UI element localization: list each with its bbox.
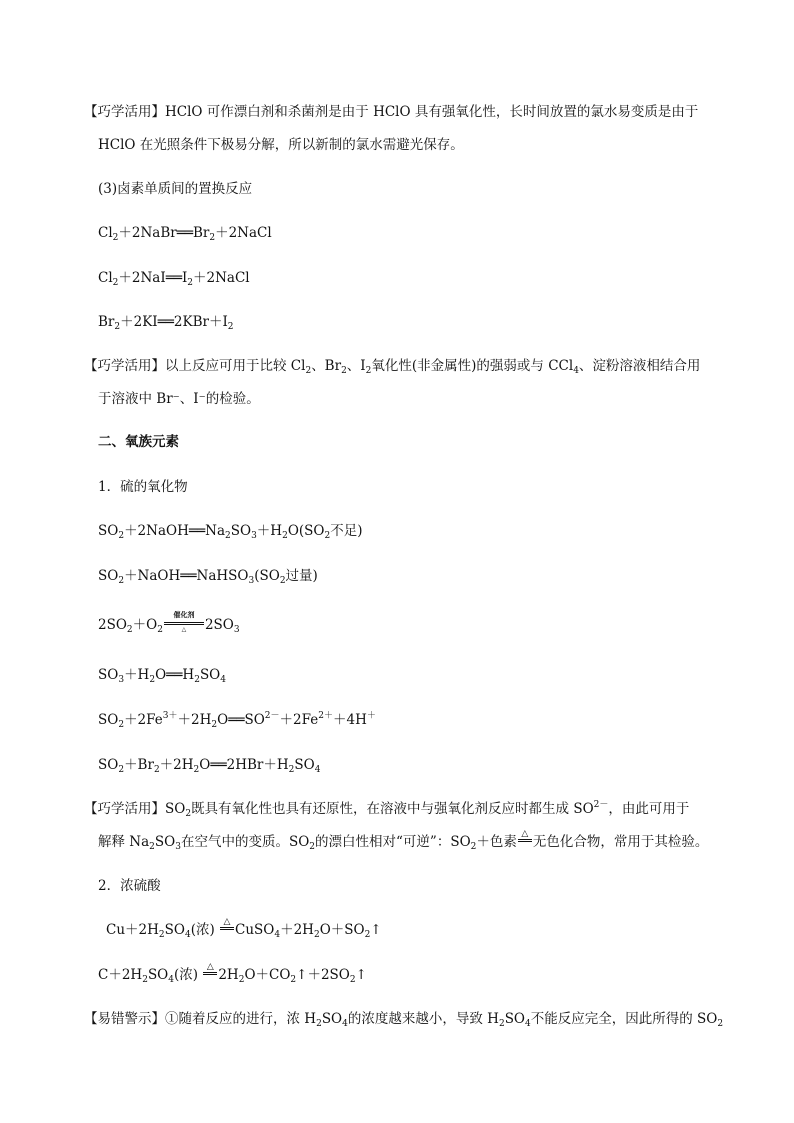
subsection-heading-halogen-displacement: (3)卤素单质间的置换反应 <box>98 181 253 197</box>
equation-br2-ki: $Br_2+2KI══2KBr+I_2$ <box>98 314 234 332</box>
paragraph-warning-line1: 【易错警示】①随着反应的进行，浓 $H_2SO_4$的浓度越来越小，导致 $H_2SO_4$不能反应完全，因此所得的 $SO_2$ <box>84 1011 724 1029</box>
equation-so3-water: $SO_3+H_2O══H_2SO_4$ <box>98 667 226 685</box>
paragraph-tip-halogen-line1: 【巧学活用】以上反应可用于比较 $Cl_2$、$Br_2$、$I_2$氧化性(非金属性)的强弱或与 CCl$_4$、淀粉溶液相结合用 <box>84 358 701 376</box>
equation-cu-h2so4: $Cu+2H_2SO_4$(浓) △ $CuSO_4+2H_2O+SO_2↑$ <box>106 917 382 940</box>
equation-so2-naoh-excess: $SO_2+NaOH══NaHSO_3(SO_2$过量) <box>98 568 318 586</box>
equation-cl2-nai: $Cl_2+2NaI══I_2+2NaCl$ <box>98 270 250 288</box>
section-heading-oxygen-group: 二、氧族元素 <box>98 434 179 450</box>
paragraph-tip-so2-line1: 【巧学活用】$SO_2$既具有氧化性也具有还原性，在溶液中与强氧化剂反应时都生成 $SO^{2-}$，由此可用于 <box>84 800 690 819</box>
heat-condition: △ <box>203 967 217 981</box>
equation-c-h2so4: $C+2H_2SO_4$(浓) △ $2H_2O+CO_2↑+2SO_2↑$ <box>98 962 367 985</box>
heat-condition: △ <box>518 834 532 848</box>
subsection-heading-conc-sulfuric-acid: 2．浓硫酸 <box>98 878 161 894</box>
equation-so2-br2: $SO_2+Br_2+2H_2O══2HBr+H_2SO_4$ <box>98 757 321 775</box>
equation-so2-fe3: $SO_2+2Fe^{3+}+2H_2O══SO^{2-}+2Fe^{2+}+4H^+$ <box>98 711 376 730</box>
equation-so2-oxidation: $2SO_2+O_2$ 催化剂 △ $2SO_3$ <box>98 610 240 635</box>
paragraph-tip-so2-line2: 解释 $Na_2SO_3$在空气中的变质。$SO_2$的漂白性相对“可逆”：$SO_2+$色素 △ 无色化合物，常用于其检验。 <box>98 829 709 852</box>
catalyst-condition: 催化剂 △ <box>164 617 204 631</box>
subsection-heading-sulfur-oxides: 1．硫的氧化物 <box>98 479 188 495</box>
heat-condition: △ <box>220 922 234 936</box>
paragraph-tip-hclo-line1: 【巧学活用】HClO 可作漂白剂和杀菌剂是由于 HClO 具有强氧化性，长时间放置的氯水易变质是由于 <box>84 104 699 120</box>
equation-so2-naoh-insufficient: $SO_2+2NaOH══Na_2SO_3+H_2O(SO_2$不足) <box>98 523 363 541</box>
paragraph-tip-halogen-line2: 于溶液中 Br⁻、I⁻的检验。 <box>98 391 260 407</box>
equation-cl2-nabr: $Cl_2+2NaBr══Br_2+2NaCl$ <box>98 225 272 243</box>
paragraph-tip-hclo-line2: HClO 在光照条件下极易分解，所以新制的氯水需避光保存。 <box>98 137 464 153</box>
